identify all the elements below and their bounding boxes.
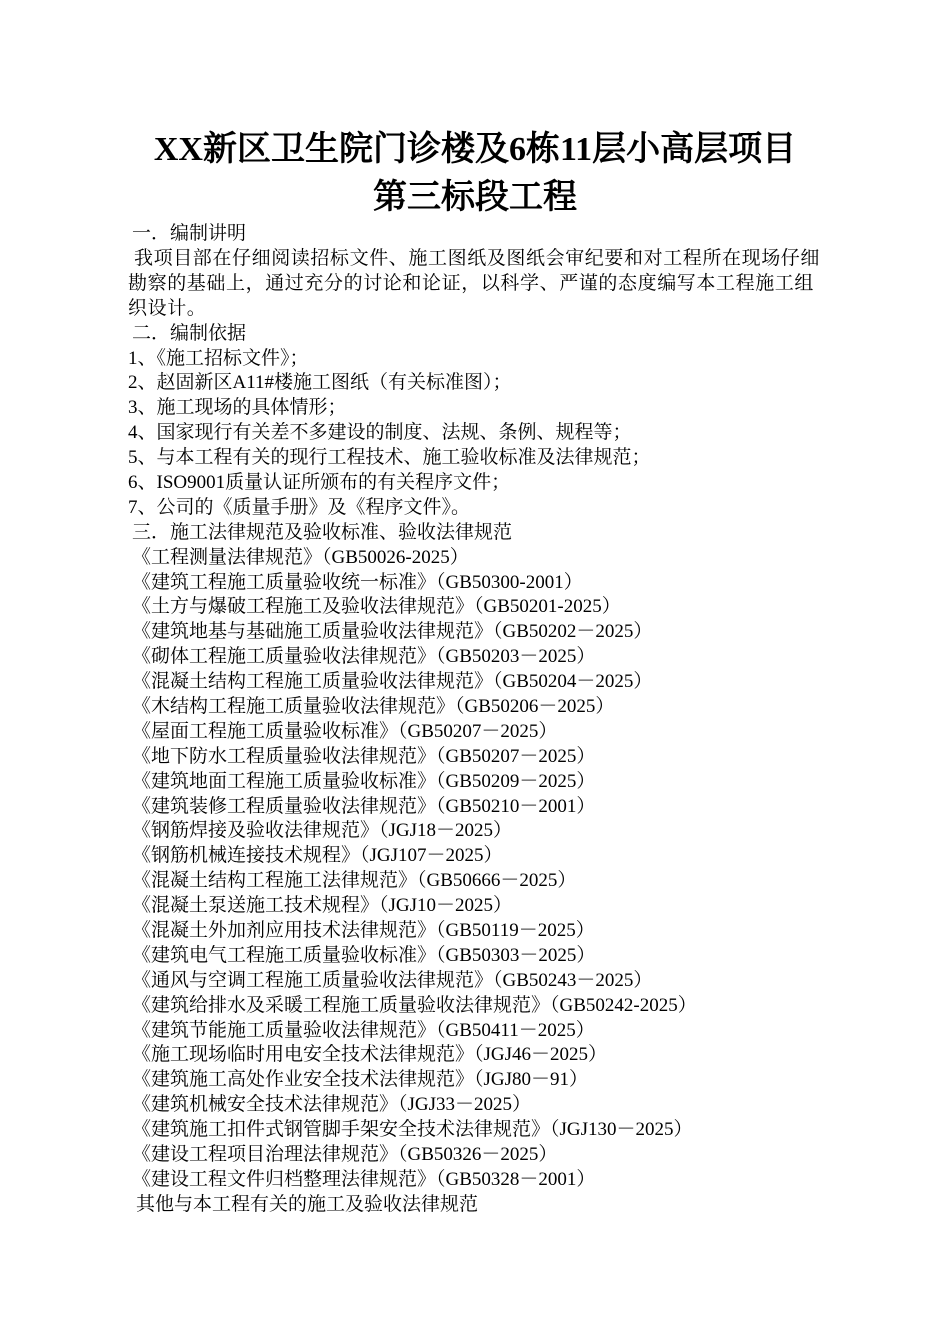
section1-paragraph: 我项目部在仔细阅读招标文件、施工图纸及图纸会审纪要和对工程所在现场仔细勘察的基础上，通过充分的讨论和论证，以科学、严谨的态度编写本工程施工组织设计。 <box>128 247 821 319</box>
list-item: 《建筑给排水及采暖工程施工质量验收法律规范》（GB50242-2025） <box>132 994 697 1016</box>
list-item: 《建筑节能施工质量验收法律规范》（GB50411－2025） <box>132 1019 595 1041</box>
list-item: 2、赵固新区A11#楼施工图纸（有关标准图）； <box>128 372 512 394</box>
section3-list <box>128 546 828 1193</box>
list-item: 《建筑地基与基础施工质量验收法律规范》（GB50202－2025） <box>132 621 653 643</box>
list-item: 《混凝土外加剂应用技术法律规范》（GB50119－2025） <box>132 919 595 941</box>
list-item: 《建筑装修工程质量验收法律规范》（GB50210－2001） <box>132 795 596 817</box>
section3-heading: 三．施工法律规范及验收标准、验收法律规范 <box>132 521 513 543</box>
list-item: 《钢筋机械连接技术规程》（JGJ107－2025） <box>132 845 503 867</box>
closing-line: 其他与本工程有关的施工及验收法律规范 <box>136 1193 479 1215</box>
list-item: 《混凝土结构工程施工法律规范》（GB50666－2025） <box>132 870 577 892</box>
list-item: 《建筑工程施工质量验收统一标准》（GB50300-2001） <box>132 571 583 593</box>
list-item: 《土方与爆破工程施工及验收法律规范》（GB50201-2025） <box>132 596 621 618</box>
list-item: 《建筑施工高处作业安全技术法律规范》（JGJ80－91） <box>132 1069 589 1091</box>
list-item: 《建设工程文件归档整理法律规范》（GB50328－2001） <box>132 1168 596 1190</box>
document-title-line2: 第三标段工程 <box>373 179 577 216</box>
list-item: 6、ISO9001质量认证所颁布的有关程序文件； <box>128 471 511 493</box>
section2-list <box>128 347 828 521</box>
list-item: 《屋面工程施工质量验收标准》（GB50207－2025） <box>132 720 558 742</box>
list-item: 3、施工现场的具体情形； <box>128 397 347 419</box>
list-item: 《建筑机械安全技术法律规范》（JGJ33－2025） <box>132 1094 532 1116</box>
document-title-line1: XX新区卫生院门诊楼及6栋11层小高层项目 <box>153 131 797 168</box>
list-item: 《木结构工程施工质量验收法律规范》（GB50206－2025） <box>132 695 615 717</box>
section2-heading: 二．编制依据 <box>132 322 247 344</box>
section1-heading: 一．编制讲明 <box>132 223 247 244</box>
list-item: 《建筑施工扣件式钢管脚手架安全技术法律规范》（JGJ130－2025） <box>132 1119 693 1141</box>
list-item: 《钢筋焊接及验收法律规范》（JGJ18－2025） <box>132 820 513 842</box>
list-item: 《建筑地面工程施工质量验收标准》（GB50209－2025） <box>132 770 596 792</box>
list-item: 《地下防水工程质量验收法律规范》（GB50207－2025） <box>132 745 596 767</box>
list-item: 《混凝土泵送施工技术规程》（JGJ10－2025） <box>132 895 513 917</box>
list-item: 1、《施工招标文件》； <box>128 347 309 369</box>
list-item: 《建筑电气工程施工质量验收标准》（GB50303－2025） <box>132 944 596 966</box>
list-item: 《混凝土结构工程施工质量验收法律规范》（GB50204－2025） <box>132 671 653 693</box>
list-item: 《施工现场临时用电安全技术法律规范》（JGJ46－2025） <box>132 1044 608 1066</box>
list-item: 《工程测量法律规范》（GB50026-2025） <box>132 546 469 568</box>
list-item: 5、与本工程有关的现行工程技术、施工验收标准及法律规范； <box>128 447 651 469</box>
document-body <box>128 222 828 1218</box>
list-item: 《砌体工程施工质量验收法律规范》（GB50203－2025） <box>132 646 596 668</box>
list-item: 《建设工程项目治理法律规范》（GB50326－2025） <box>132 1144 558 1165</box>
list-item: 4、国家现行有关差不多建设的制度、法规、条例、规程等； <box>128 422 632 444</box>
list-item: 《通风与空调工程施工质量验收法律规范》（GB50243－2025） <box>132 969 653 991</box>
list-item: 7、公司的《质量手册》及《程序文件》。 <box>128 496 471 518</box>
